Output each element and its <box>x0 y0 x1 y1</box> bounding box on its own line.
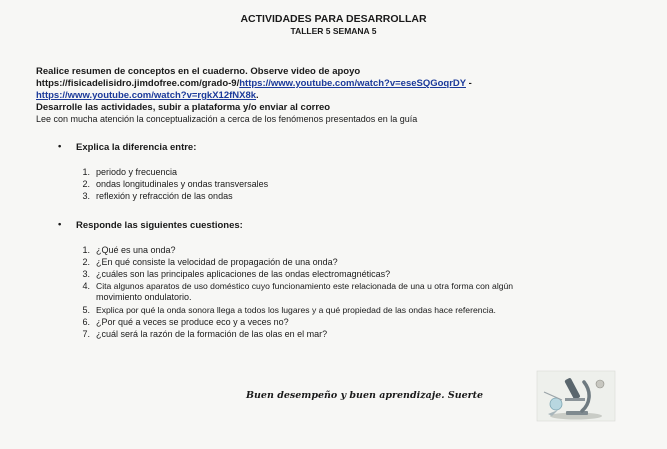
section2-item-num: 6. <box>82 317 90 327</box>
link-separator: - <box>465 78 472 89</box>
section2-item: Cita algunos aparatos de uso doméstico cuyo funcionamiento este relacionada de una u otra forma con algún <box>96 281 514 291</box>
section2-item: ¿cuáles son las principales aplicaciones de las ondas electromagnéticas? <box>96 269 391 279</box>
section1-item-num: 3. <box>82 191 90 201</box>
section2-item-continuation: movimiento ondulatorio. <box>96 292 192 302</box>
link-end: . <box>256 90 259 101</box>
intro-line-5: Lee con mucha atención la conceptualización a cerca de los fenómenos presentados en la guía <box>36 114 418 124</box>
document-title: ACTIVIDADES PARA DESARROLLAR <box>240 13 427 25</box>
section2-item-num: 7. <box>82 329 90 339</box>
youtube-link-1[interactable]: https://www.youtube.com/watch?v=eseSQGoqrDY <box>239 78 466 89</box>
intro-line-3 <box>36 90 259 101</box>
section2-item: ¿En qué consiste la velocidad de propagación de una onda? <box>96 257 338 267</box>
section1-item: reflexión y refracción de las ondas <box>96 191 233 201</box>
section1-item-num: 2. <box>82 179 90 189</box>
site-url-text: https://fisicadelisidro.jimdofree.com/grado-9/ <box>36 78 240 89</box>
section2-item-num: 2. <box>82 257 90 267</box>
bullet-dot-icon: • <box>58 141 62 152</box>
intro-line-2 <box>36 78 472 89</box>
youtube-link-2[interactable]: https://www.youtube.com/watch?v=rgkX12fNX8k <box>36 90 257 101</box>
section1-item: ondas longitudinales y ondas transversales <box>96 179 269 189</box>
section2-item-num: 3. <box>82 269 90 279</box>
section2-item: ¿cuál será la razón de la formación de las olas en el mar? <box>96 329 328 339</box>
section1-item-num: 1. <box>82 167 90 177</box>
bullet-dot-icon: • <box>58 219 62 230</box>
section1-item: periodo y frecuencia <box>96 167 178 177</box>
closing-message: Buen desempeño y buen aprendizaje. Suerte <box>246 390 484 401</box>
section2-heading: Responde las siguientes cuestiones: <box>76 220 243 231</box>
section2-item: ¿Por qué a veces se produce eco y a veces no? <box>96 317 289 327</box>
section2-item-num: 5. <box>82 305 90 315</box>
intro-line-1: Realice resumen de conceptos en el cuaderno. Observe video de apoyo <box>36 66 361 77</box>
section2-item-num: 4. <box>82 281 90 291</box>
section2-item-num: 1. <box>82 245 90 255</box>
document-subtitle: TALLER 5 SEMANA 5 <box>290 26 377 36</box>
section1-heading: Explica la diferencia entre: <box>76 142 197 153</box>
section2-item: Explica por qué la onda sonora llega a todos los lugares y a qué propiedad de las ondas hace referencia. <box>96 305 496 315</box>
section2-item: ¿Qué es una onda? <box>96 245 176 255</box>
microscope-icon <box>536 370 616 422</box>
intro-line-4: Desarrolle las actividades, subir a plataforma y/o enviar al correo <box>36 102 331 113</box>
